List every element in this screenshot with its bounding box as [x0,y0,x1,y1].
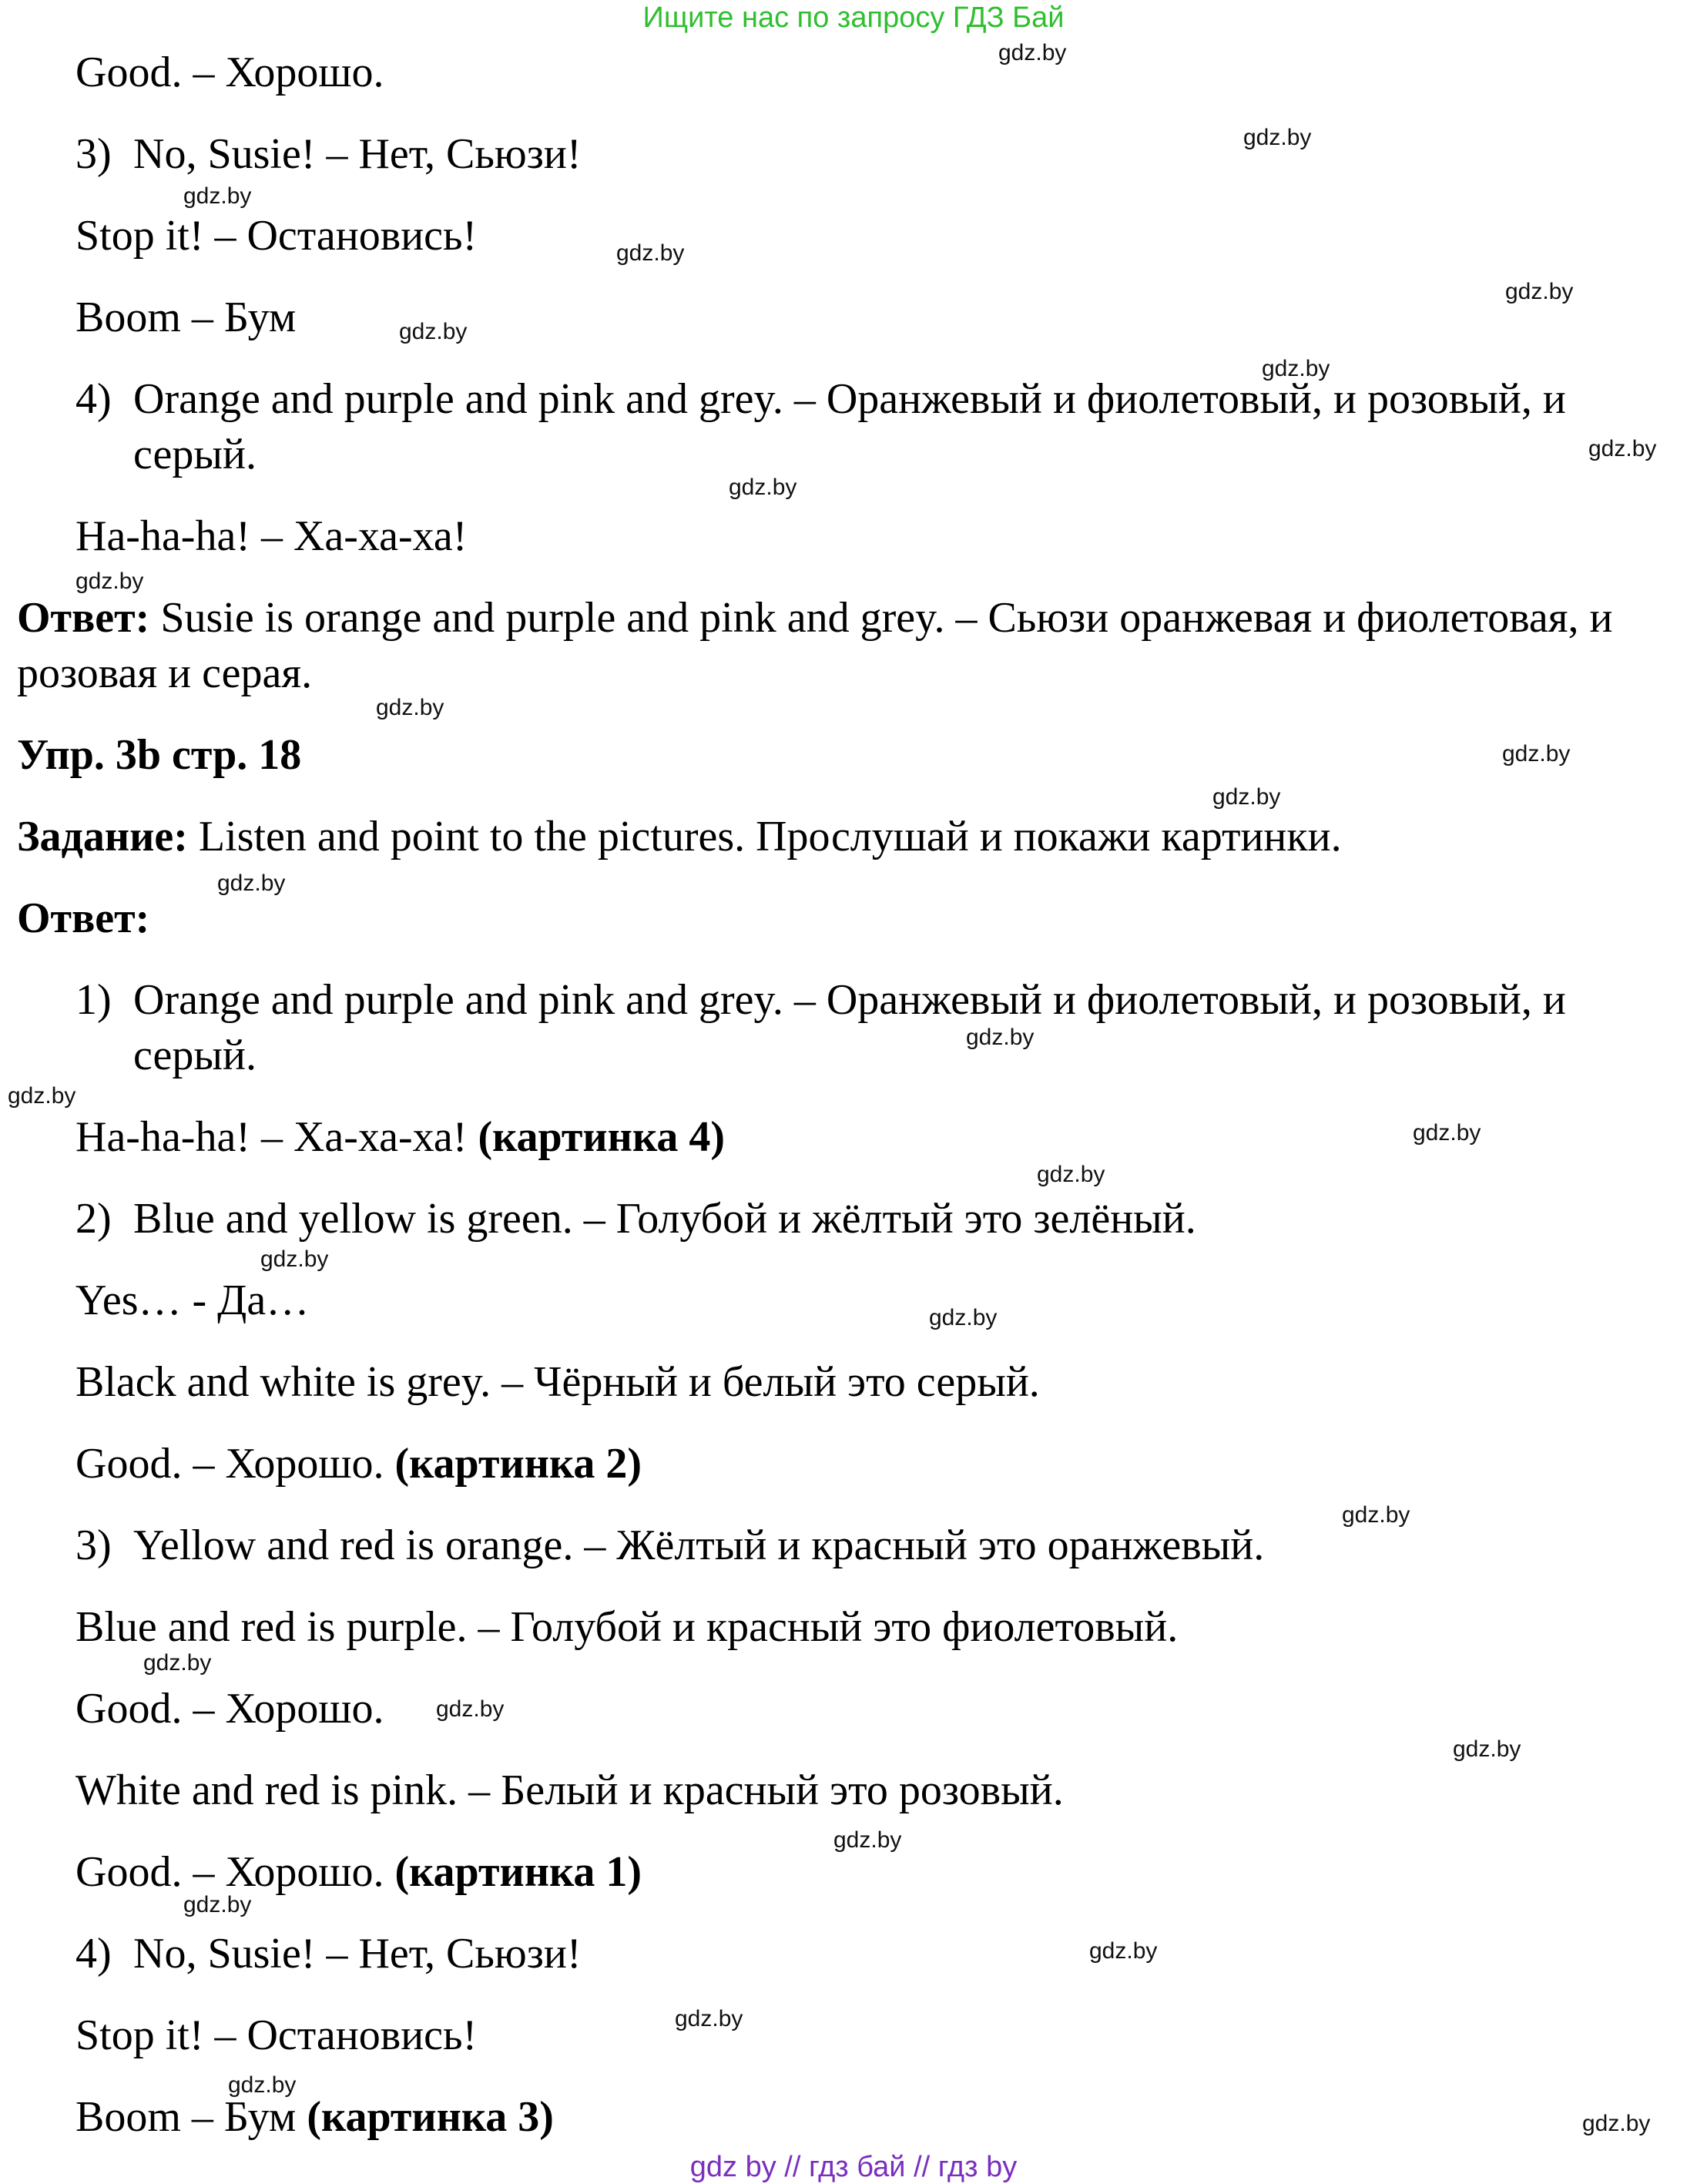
line-grey: серый. [133,431,257,478]
task-line [17,813,1342,861]
item-3-line-3: Good. – Хорошо. [75,1685,384,1733]
item-number: 4) [75,375,112,423]
line-text: Ha-ha-ha! – Ха-ха-ха! [75,1113,468,1161]
line-text: Orange and purple and pink and grey. – Оранжевый и фиолетовый, и розовый, и [133,375,1566,423]
line-text: No, Susie! – Нет, Сьюзи! [133,1930,582,1978]
watermark: gdz.by [1413,1120,1481,1146]
watermark: gdz.by [1262,356,1330,381]
watermark: gdz.by [998,40,1067,65]
line-text: Blue and yellow is green. – Голубой и жёлтый это зелёный. [133,1195,1196,1243]
item-2-line-4 [75,1440,642,1488]
item-number: 4) [75,1930,112,1978]
watermark: gdz.by [217,871,286,896]
line-stop-it: Stop it! – Остановись! [75,212,478,260]
picture-ref: (картинка 1) [394,1848,642,1896]
item-number: 3) [75,130,112,178]
watermark: gdz.by [1212,784,1281,810]
watermark: gdz.by [1243,125,1312,150]
item-4-line-1 [75,1930,582,1978]
line-no-susie [75,130,582,178]
watermark: gdz.by [399,319,468,344]
exercise-heading: Упр. 3b стр. 18 [17,731,302,779]
watermark: gdz.by [436,1696,505,1722]
watermark: gdz.by [1342,1502,1410,1528]
line-text: Good. – Хорошо. [75,1440,384,1488]
watermark: gdz.by [729,475,797,500]
watermark: gdz.by [966,1025,1035,1050]
line-orange [75,377,1566,421]
line-haha: Ha-ha-ha! – Ха-ха-ха! [75,512,468,560]
watermark: gdz.by [1037,1162,1105,1187]
item-3-line-5 [75,1850,642,1894]
search-banner[interactable]: Ищите нас по запросу ГДЗ Бай [642,2,1065,34]
watermark: gdz.by [260,1246,329,1272]
footer-links[interactable]: gdz by // гдз бай // гдз by [689,2151,1018,2183]
task-text: Listen and point to the pictures. Прослушай и покажи картинки. [198,813,1342,861]
answer-line [17,594,1613,642]
picture-ref: (картинка 2) [394,1440,642,1488]
answer-label: Ответ: [17,594,150,642]
task-label: Задание: [17,813,188,861]
item-number: 3) [75,1521,112,1569]
watermark: gdz.by [929,1305,998,1330]
watermark: gdz.by [1453,1736,1521,1762]
item-4-line-3 [75,2095,554,2139]
watermark: gdz.by [75,569,144,594]
answer-label-2: Ответ: [17,894,150,942]
line-text: Orange and purple and pink and grey. – Оранжевый и фиолетовый, и розовый, и [133,976,1566,1024]
watermark: gdz.by [1505,279,1574,304]
item-number: 2) [75,1195,112,1243]
watermark: gdz.by [675,2006,743,2031]
item-2-line-1 [75,1195,1196,1243]
picture-ref: (картинка 4) [478,1113,726,1161]
item-4-line-2: Stop it! – Остановись! [75,2011,478,2059]
item-2-line-3: Black and white is grey. – Чёрный и белый это серый. [75,1358,1040,1406]
line-text: Boom – Бум [75,2093,297,2141]
watermark: gdz.by [616,240,685,266]
watermark: gdz.by [1089,1938,1158,1964]
watermark: gdz.by [1582,2111,1651,2136]
item-2-line-2: Yes… - Да… [75,1277,310,1324]
item-3-line-4: White and red is pink. – Белый и красный это розовый. [75,1766,1064,1814]
watermark: gdz.by [833,1827,902,1853]
watermark: gdz.by [228,2072,297,2098]
item-3-line-2: Blue and red is purple. – Голубой и красный это фиолетовый. [75,1603,1179,1651]
watermark: gdz.by [1502,741,1571,767]
picture-ref: (картинка 3) [307,2093,554,2141]
line-text: No, Susie! – Нет, Сьюзи! [133,130,582,178]
watermark: gdz.by [1588,436,1657,461]
watermark: gdz.by [8,1083,76,1109]
watermark: gdz.by [376,695,444,720]
answer-line-2: розовая и серая. [17,649,313,697]
item-1-line-3 [75,1115,725,1159]
watermark: gdz.by [183,1892,252,1917]
line-text: Good. – Хорошо. [75,1848,384,1896]
watermark: gdz.by [183,183,252,209]
item-number: 1) [75,976,112,1024]
line-good: Good. – Хорошо. [75,49,384,96]
answer-text: Susie is orange and purple and pink and grey. – Сьюзи оранжевая и фиолетовая, и [160,594,1613,642]
item-3-line-1 [75,1521,1265,1569]
item-1-line-2: серый. [133,1032,257,1079]
line-text: Yellow and red is orange. – Жёлтый и красный это оранжевый. [133,1521,1265,1569]
watermark: gdz.by [143,1650,212,1676]
item-1-line-1 [75,978,1566,1022]
line-boom: Boom – Бум [75,294,297,341]
